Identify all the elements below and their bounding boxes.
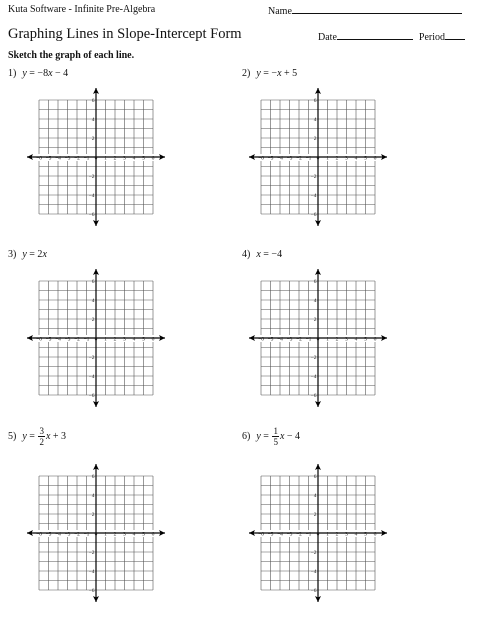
y-tick-label: 2 (313, 136, 317, 142)
x-tick-label: 2 (113, 531, 117, 538)
problem-number: 5) (8, 430, 17, 442)
x-tick-label: 6 (151, 336, 155, 343)
x-tick-label: 6 (151, 531, 155, 538)
equation-variable: x (279, 430, 285, 442)
x-tick-label: −3 (286, 155, 293, 162)
y-tick-label: 4 (313, 298, 317, 304)
x-tick-label: 5 (142, 336, 145, 343)
x-tick-label: −4 (277, 155, 283, 162)
name-field (268, 4, 462, 17)
equation-operator: = (26, 430, 38, 442)
problem-number: 2) (242, 68, 251, 79)
x-tick-label: 4 (354, 155, 358, 162)
x-tick-label: 5 (364, 336, 367, 343)
equation-constant: + 3 (50, 430, 67, 442)
y-tick-label: 2 (91, 317, 95, 323)
x-tick-label: −3 (286, 531, 293, 538)
x-tick-label: 2 (335, 336, 339, 343)
y-tick-label: −6 (88, 212, 95, 218)
equation-variable: x (45, 430, 51, 442)
publisher-label: Kuta Software - Infinite Pre-Algebra (8, 4, 156, 15)
x-tick-label: 2 (113, 336, 117, 343)
x-tick-label: −4 (55, 531, 61, 538)
fraction-numerator: 1 (273, 426, 278, 436)
x-tick-label: 6 (373, 155, 377, 162)
x-tick-label: −6 (258, 531, 264, 538)
y-tick-label: 6 (91, 474, 95, 480)
x-tick-label: 1 (104, 155, 107, 162)
coordinate-grid-3 (16, 258, 176, 418)
y-tick-label: 6 (313, 474, 317, 480)
x-tick-label: 5 (364, 155, 367, 162)
equation-variable: x (42, 249, 47, 260)
fraction-denominator: 5 (273, 437, 278, 447)
equation-operator: = −4 (260, 249, 283, 260)
equation-constant: − 4 (284, 430, 301, 442)
coordinate-grid-1 (16, 77, 176, 237)
equation-constant: − 4 (52, 68, 69, 79)
x-tick-label: −5 (267, 336, 274, 343)
y-tick-label: 6 (91, 279, 95, 285)
x-tick-label: −3 (64, 155, 71, 162)
x-tick-label: 4 (354, 336, 358, 343)
y-tick-label: −4 (310, 569, 317, 575)
name-blank[interactable] (292, 4, 462, 14)
period-blank[interactable] (445, 30, 465, 40)
equation-variable: x (277, 68, 282, 79)
x-tick-label: 3 (123, 155, 126, 162)
y-tick-label: −2 (310, 355, 317, 361)
equation-lhs: y (22, 430, 27, 442)
x-tick-label: −1 (305, 531, 312, 538)
x-tick-label: 3 (123, 531, 126, 538)
y-tick-label: −4 (88, 569, 95, 575)
x-tick-label: −6 (258, 336, 264, 343)
x-tick-label: −1 (83, 155, 90, 162)
equation-lhs: y (256, 430, 261, 442)
x-tick-label: 6 (373, 531, 377, 538)
y-tick-label: −6 (310, 212, 317, 218)
x-tick-label: 3 (123, 336, 126, 343)
y-tick-label: 4 (313, 493, 317, 499)
coordinate-grid-6 (238, 453, 398, 613)
x-tick-label: −4 (277, 531, 283, 538)
x-tick-label: 6 (373, 336, 377, 343)
problem-number: 1) (8, 68, 17, 79)
x-tick-label: −6 (258, 155, 264, 162)
x-tick-label: −5 (45, 155, 52, 162)
fraction-numerator: 3 (39, 426, 44, 436)
x-tick-label: 3 (345, 155, 348, 162)
y-tick-label: −6 (310, 588, 317, 594)
x-tick-label: −2 (296, 531, 302, 538)
y-tick-label: 4 (91, 493, 95, 499)
x-tick-label: 1 (326, 155, 329, 162)
date-blank[interactable] (337, 30, 413, 40)
x-tick-label: 6 (151, 155, 155, 162)
y-tick-label: −4 (88, 374, 95, 380)
x-tick-label: 1 (104, 531, 107, 538)
y-tick-label: −2 (88, 355, 95, 361)
x-tick-label: −2 (74, 155, 80, 162)
name-label: Name (268, 6, 292, 17)
x-tick-label: −3 (286, 336, 293, 343)
x-tick-label: 4 (354, 531, 358, 538)
equation-operator: = −8 (26, 68, 49, 79)
x-tick-label: 1 (104, 336, 107, 343)
equation-lhs: x (256, 249, 261, 260)
x-tick-label: 0 (316, 531, 320, 538)
y-tick-label: 4 (91, 117, 95, 123)
x-tick-label: −3 (64, 336, 71, 343)
period-label: Period (418, 32, 445, 43)
x-tick-label: −1 (83, 531, 90, 538)
x-tick-label: −6 (36, 531, 42, 538)
x-tick-label: 2 (335, 531, 339, 538)
x-tick-label: 2 (335, 155, 339, 162)
problem-number: 6) (242, 430, 251, 442)
equation-lhs: y (22, 68, 27, 79)
equation-constant: + 5 (281, 68, 298, 79)
x-tick-label: 1 (326, 336, 329, 343)
slope-fraction (38, 426, 45, 447)
problem-6-label (242, 426, 300, 447)
x-tick-label: −1 (305, 155, 312, 162)
x-tick-label: −4 (55, 155, 61, 162)
problem-5-label (8, 426, 66, 447)
x-tick-label: −6 (36, 155, 42, 162)
x-tick-label: 5 (142, 531, 145, 538)
coordinate-grid-2 (238, 77, 398, 237)
x-tick-label: −3 (64, 531, 71, 538)
coordinate-grid-4 (238, 258, 398, 418)
y-tick-label: 2 (313, 512, 317, 518)
y-tick-label: −2 (310, 550, 317, 556)
y-tick-label: 6 (313, 98, 317, 104)
x-tick-label: 4 (132, 336, 136, 343)
x-tick-label: −2 (74, 336, 80, 343)
y-tick-label: −2 (88, 550, 95, 556)
y-tick-label: 4 (91, 298, 95, 304)
y-tick-label: −2 (310, 174, 317, 180)
y-tick-label: −2 (88, 174, 95, 180)
problem-number: 4) (242, 249, 251, 260)
equation-operator: = 2 (26, 249, 43, 260)
date-period-fields (318, 30, 465, 43)
x-tick-label: 1 (326, 531, 329, 538)
x-tick-label: −4 (55, 336, 61, 343)
x-tick-label: −1 (305, 336, 312, 343)
x-tick-label: 0 (94, 531, 98, 538)
equation-lhs: y (22, 249, 27, 260)
x-tick-label: −2 (296, 155, 302, 162)
x-tick-label: 5 (364, 531, 367, 538)
y-tick-label: 6 (313, 279, 317, 285)
x-tick-label: 5 (142, 155, 145, 162)
y-tick-label: 2 (313, 317, 317, 323)
x-tick-label: 0 (316, 336, 320, 343)
x-tick-label: 2 (113, 155, 117, 162)
equation-operator: = (260, 430, 272, 442)
x-tick-label: −4 (277, 336, 283, 343)
date-label: Date (318, 32, 337, 43)
x-tick-label: −6 (36, 336, 42, 343)
x-tick-label: 4 (132, 531, 136, 538)
y-tick-label: −4 (310, 374, 317, 380)
y-tick-label: 2 (91, 512, 95, 518)
x-tick-label: 0 (94, 336, 98, 343)
equation-lhs: y (256, 68, 261, 79)
x-tick-label: −5 (267, 155, 274, 162)
coordinate-grid-5 (16, 453, 176, 613)
x-tick-label: 4 (132, 155, 136, 162)
y-tick-label: −6 (310, 393, 317, 399)
y-tick-label: 4 (313, 117, 317, 123)
equation-variable: x (48, 68, 53, 79)
x-tick-label: 0 (316, 155, 320, 162)
x-tick-label: −2 (296, 336, 302, 343)
y-tick-label: 2 (91, 136, 95, 142)
x-tick-label: −5 (45, 531, 52, 538)
y-tick-label: 6 (91, 98, 95, 104)
x-tick-label: 0 (94, 155, 98, 162)
x-tick-label: 3 (345, 531, 348, 538)
problem-number: 3) (8, 249, 17, 260)
instructions: Sketch the graph of each line. (8, 50, 135, 61)
x-tick-label: −5 (45, 336, 52, 343)
equation-operator: = − (260, 68, 278, 79)
page-title: Graphing Lines in Slope-Intercept Form (8, 26, 242, 42)
x-tick-label: 3 (345, 336, 348, 343)
x-tick-label: −5 (267, 531, 274, 538)
fraction-denominator: 2 (39, 437, 44, 447)
x-tick-label: −1 (83, 336, 90, 343)
y-tick-label: −4 (88, 193, 95, 199)
y-tick-label: −4 (310, 193, 317, 199)
slope-fraction (272, 426, 279, 447)
y-tick-label: −6 (88, 588, 95, 594)
x-tick-label: −2 (74, 531, 80, 538)
y-tick-label: −6 (88, 393, 95, 399)
